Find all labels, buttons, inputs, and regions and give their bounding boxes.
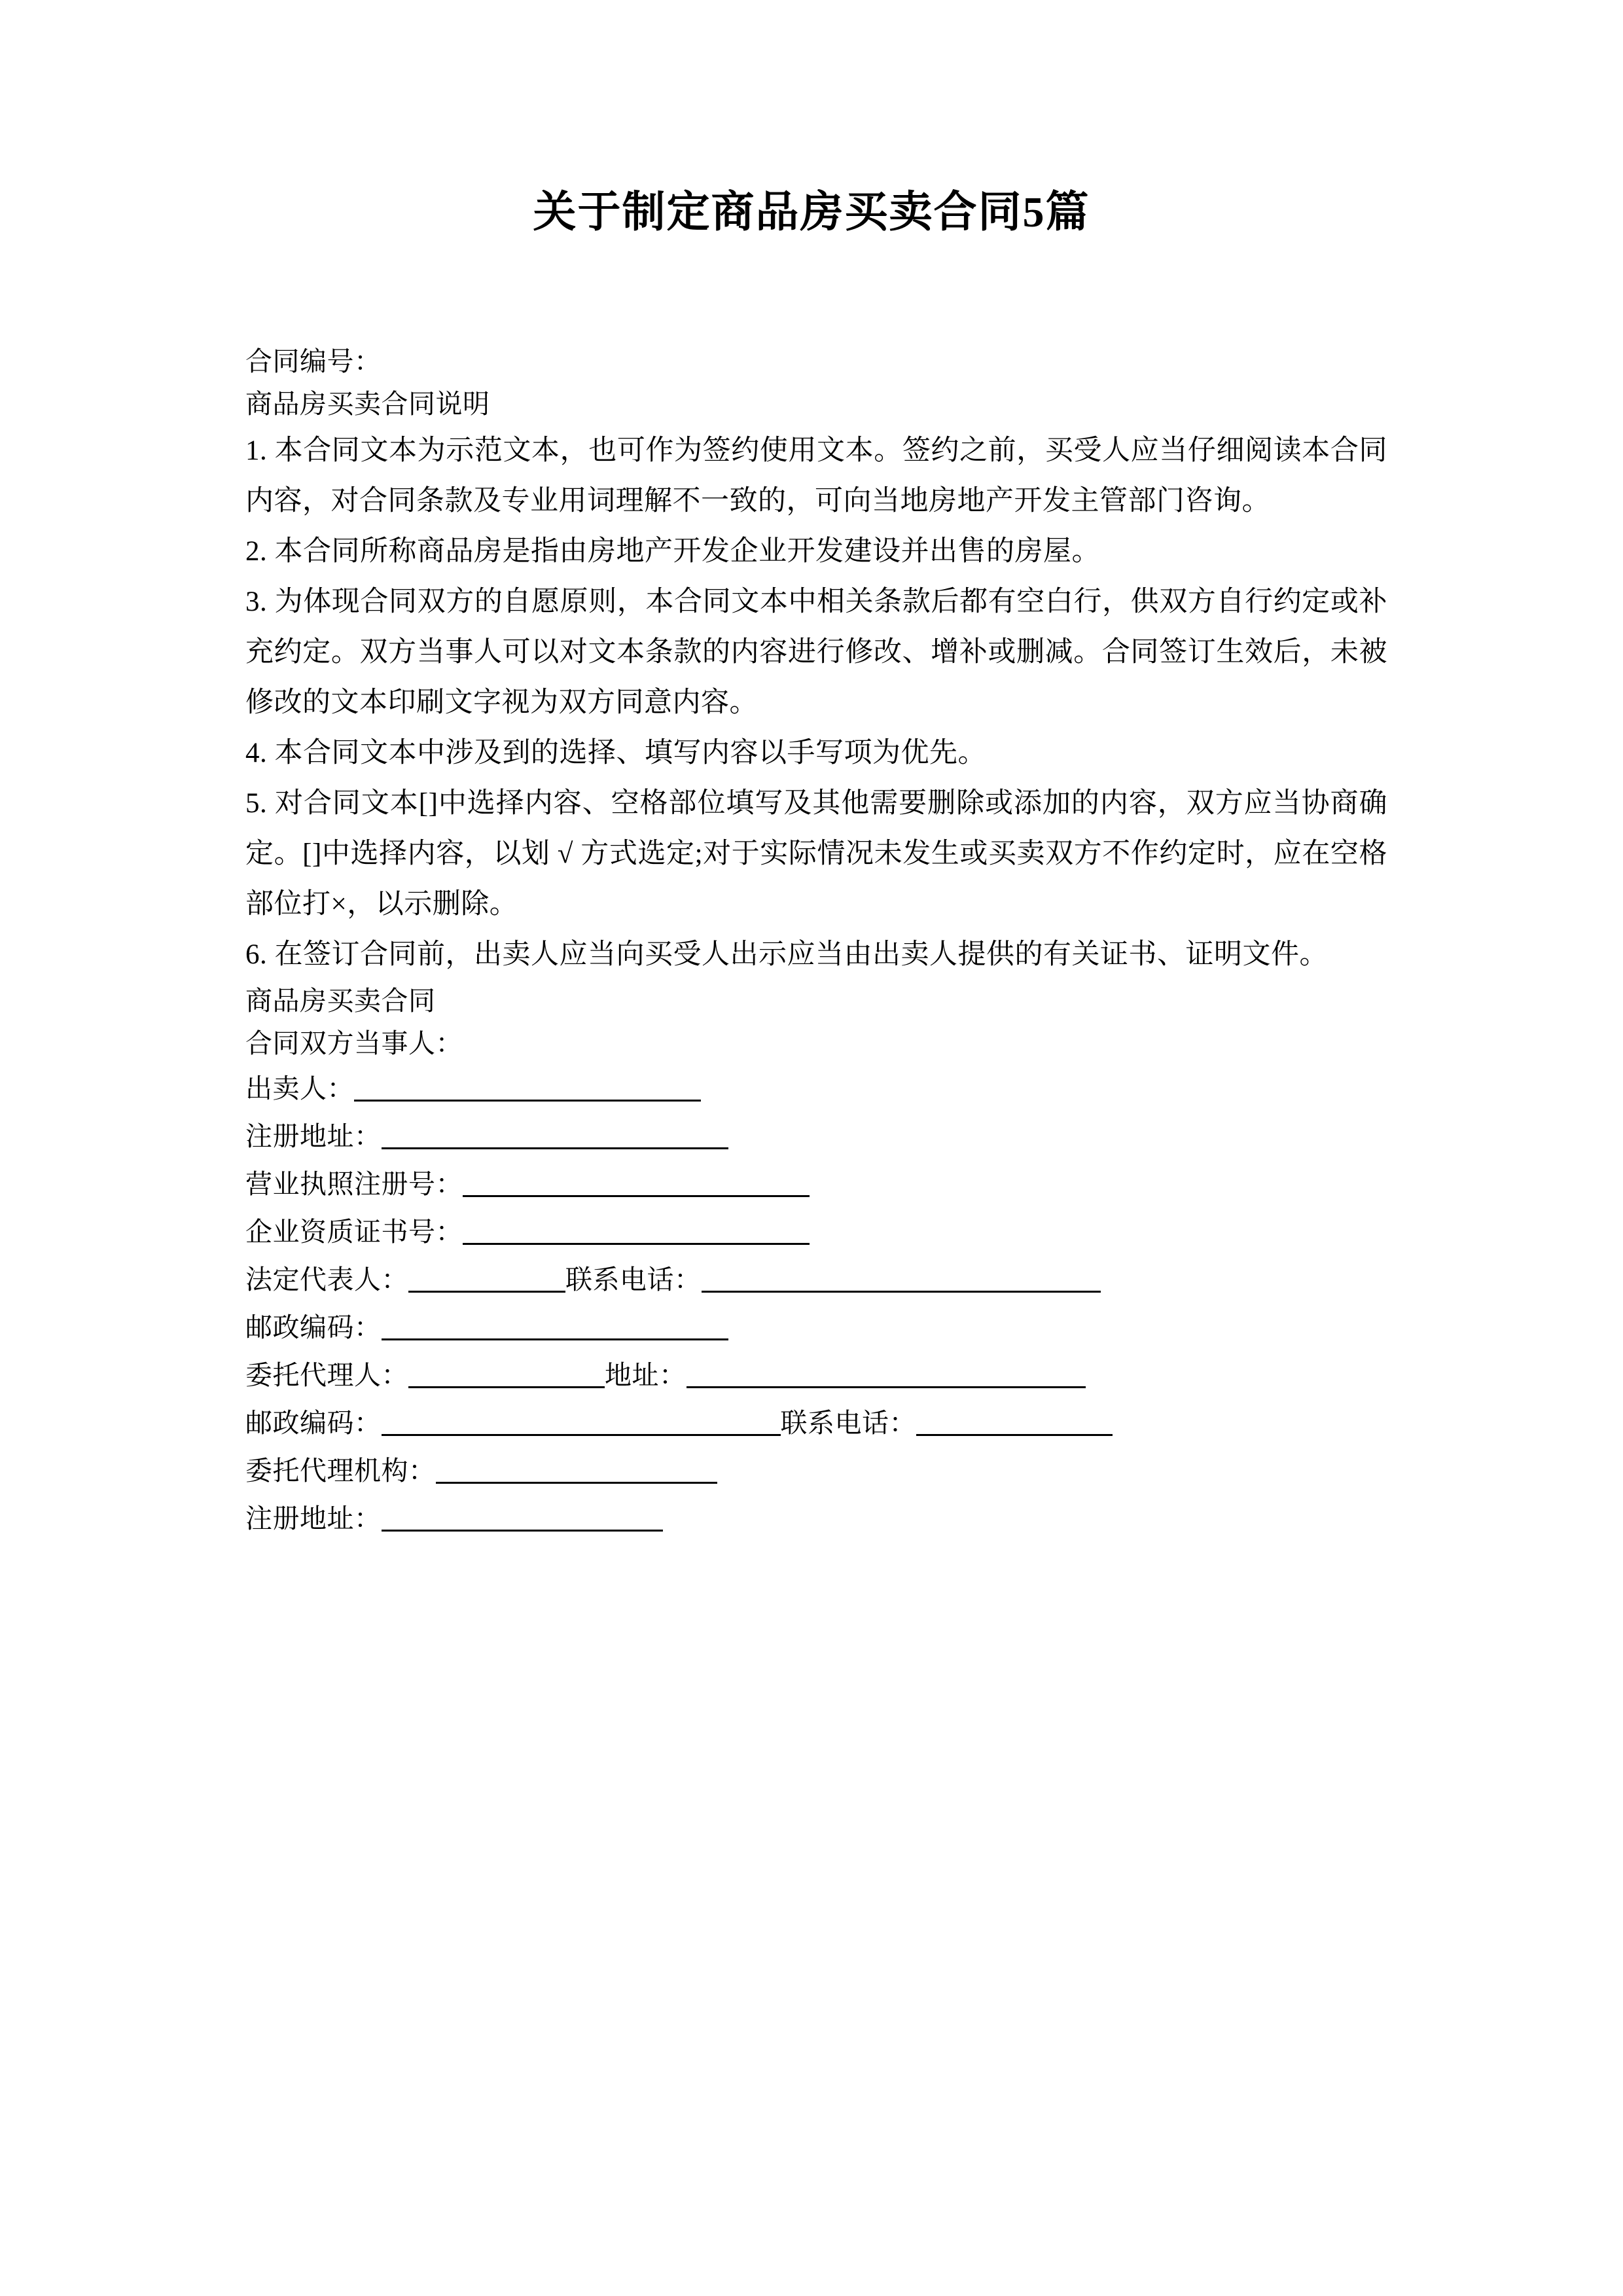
business-license-number-blank[interactable]	[463, 1175, 810, 1197]
agent-contact-phone-blank[interactable]	[916, 1414, 1113, 1436]
form-row	[245, 1447, 1387, 1495]
numbered-item: 3. 为体现合同双方的自愿原则，本合同文本中相关条款后都有空白行，供双方自行约定或补充约定。双方当事人可以对文本条款的内容进行修改、增补或删减。合同签订生效后，未被修改的文本印刷文字视为双方同意内容。	[245, 586, 1387, 718]
explanation-heading: 商品房买卖合同说明	[245, 389, 490, 419]
form-field-list	[245, 1065, 1387, 1543]
authorized-agent-blank[interactable]	[408, 1367, 605, 1388]
form-label: 委托代理人：	[245, 1360, 408, 1390]
form-label: 法定代表人：	[245, 1265, 408, 1295]
form-label: 联系电话：	[780, 1408, 916, 1438]
agency-registered-address-blank[interactable]	[382, 1510, 663, 1532]
form-row	[245, 1113, 1387, 1160]
page-title: 关于制定商品房买卖合同5篇	[533, 188, 1090, 236]
form-label: 注册地址：	[245, 1503, 382, 1534]
form-label: 邮政编码：	[245, 1312, 382, 1342]
form-row	[245, 1399, 1387, 1447]
agent-postal-code-blank[interactable]	[382, 1414, 781, 1436]
form-row	[245, 1304, 1387, 1352]
form-label: 联系电话：	[565, 1265, 702, 1295]
form-label: 邮政编码：	[245, 1408, 382, 1438]
section-heading-contract: 商品房买卖合同	[245, 986, 436, 1016]
seller-name-blank[interactable]	[354, 1080, 701, 1102]
numbered-item: 4. 本合同文本中涉及到的选择、填写内容以手写项为优先。	[245, 738, 986, 768]
form-label: 营业执照注册号：	[245, 1169, 463, 1199]
form-row	[245, 1208, 1387, 1256]
postal-code-blank[interactable]	[382, 1319, 728, 1340]
numbered-item: 6. 在签订合同前，出卖人应当向买受人出示应当由出卖人提供的有关证书、证明文件。	[245, 939, 1328, 970]
contract-number-label: 合同编号：	[245, 346, 382, 376]
registered-address-blank[interactable]	[382, 1128, 728, 1149]
form-row	[245, 1352, 1387, 1399]
document-body	[245, 340, 1387, 1543]
numbered-item: 2. 本合同所称商品房是指由房地产开发企业开发建设并出售的房屋。	[245, 536, 1100, 567]
form-row	[245, 1495, 1387, 1543]
contact-phone-blank[interactable]	[702, 1271, 1101, 1293]
enterprise-qualification-certificate-blank[interactable]	[463, 1223, 810, 1245]
form-label: 委托代理机构：	[245, 1456, 436, 1486]
form-row	[245, 1256, 1387, 1304]
numbered-item: 1. 本合同文本为示范文本，也可作为签约使用文本。签约之前，买受人应当仔细阅读本合同内容，对合同条款及专业用词理解不一致的，可向当地房地产开发主管部门咨询。	[245, 435, 1387, 516]
agent-address-blank[interactable]	[687, 1367, 1086, 1388]
form-label: 出卖人：	[245, 1073, 354, 1103]
form-label: 地址：	[605, 1360, 687, 1390]
agency-institution-blank[interactable]	[436, 1462, 717, 1484]
form-row	[245, 1065, 1387, 1113]
form-label: 注册地址：	[245, 1121, 382, 1151]
form-row	[245, 1160, 1387, 1208]
parties-heading: 合同双方当事人：	[245, 1028, 463, 1058]
form-label: 企业资质证书号：	[245, 1217, 463, 1247]
numbered-item: 5. 对合同文本[]中选择内容、空格部位填写及其他需要删除或添加的内容，双方应当协商确定。[]中选择内容，以划 √ 方式选定;对于实际情况未发生或买卖双方不作约定时，应在空格部位打×，以示删除。	[245, 788, 1387, 920]
legal-representative-blank[interactable]	[408, 1271, 565, 1293]
